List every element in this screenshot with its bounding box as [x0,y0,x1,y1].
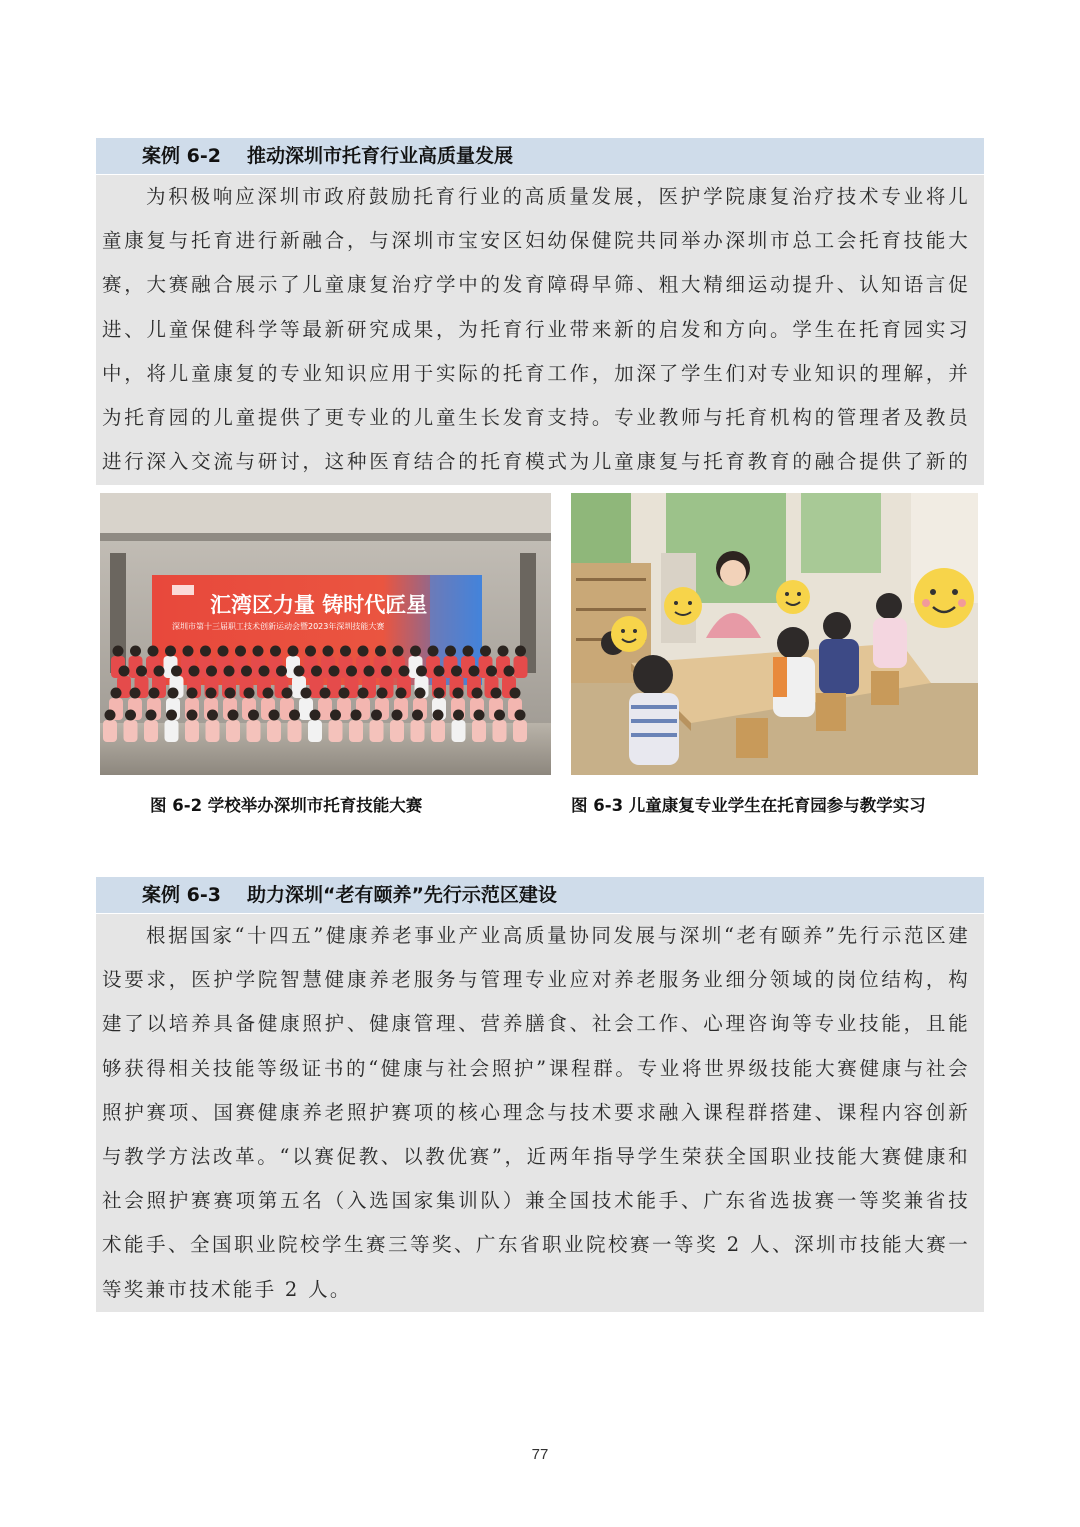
figure-6-2-photo [100,493,551,775]
smiley-sticker-icon [611,616,647,652]
case-6-3-paragraph: 根据国家“十四五”健康养老事业产业高质量协同发展与深圳“老有颐养”先行示范区建设要求，医护学院智慧健康养老服务与管理专业应对养老服务业细分领域的岗位结构，构建了以培养具备健康照护、健康管理、营养膳食、社会工作、心理咨询等专业技能，且能够获得相关技能等级证书的“健康与社会照护”课程群。专业将世界级技能大赛健康与社会照护赛项、国赛健康养老照护赛项的核心理念与技术要求融入课程群搭建、课程内容创新与教学方法改革。“以赛促教、以教优赛”，近两年指导学生荣获全国职业技能大赛健康和社会照护赛赛项第五名（入选国家集训队）兼全国技术能手、广东省选拔赛一等奖兼省技术能手、全国职业院校学生赛三等奖、广东省职业院校赛一等奖 2 人、深圳市技能大赛一等奖兼市技术能手 2 人。 [102,924,970,1301]
case-6-3-label: 案例 6-3 [142,884,221,906]
banner-subtitle: 深圳市第十三届职工技术创新运动会暨2023年深圳技能大赛 [172,622,385,631]
case-6-2-title: 推动深圳市托育行业高质量发展 [246,145,513,167]
case-6-2-paragraph: 为积极响应深圳市政府鼓励托育行业的高质量发展，医护学院康复治疗技术专业将儿童康复与托育进行新融合，与深圳市宝安区妇幼保健院共同举办深圳市总工会托育技能大赛，大赛融合展示了儿童康复治疗学中的发育障碍早筛、粗大精细运动提升、认知语言促进、儿童保健科学等最新研究成果，为托育行业带来新的启发和方向。学生在托育园实习中，将儿童康复的专业知识应用于实际的托育工作，加深了学生们对专业知识的理解，并为托育园的儿童提供了更专业的儿童生长发育支持。专业教师与托育机构的管理者及教员进行深入交流与研讨，这种医育结合的托育模式为儿童康复与托育教育的融合提供了新的 [102,185,970,474]
smiley-sticker-icon [776,580,810,614]
figure-6-2-caption: 图 6-2 学校举办深圳市托育技能大赛 [150,796,423,815]
case-6-2-header [96,138,984,174]
figure-6-3-caption: 图 6-3 儿童康复专业学生在托育园参与教学实习 [571,796,926,815]
case-6-2-label: 案例 6-2 [142,145,221,167]
figure-6-3-photo [571,493,978,775]
smiley-sticker-icon [664,587,702,625]
case-6-3-body [96,914,984,1312]
case-6-2-body [96,175,984,485]
page-number: 77 [531,1446,549,1463]
case-6-3-title: 助力深圳“老有颐养”先行示范区建设 [246,884,557,906]
case-6-3-header [96,877,984,913]
smiley-sticker-icon [914,568,974,628]
banner-title: 汇湾区力量 铸时代匠星 [210,593,428,617]
